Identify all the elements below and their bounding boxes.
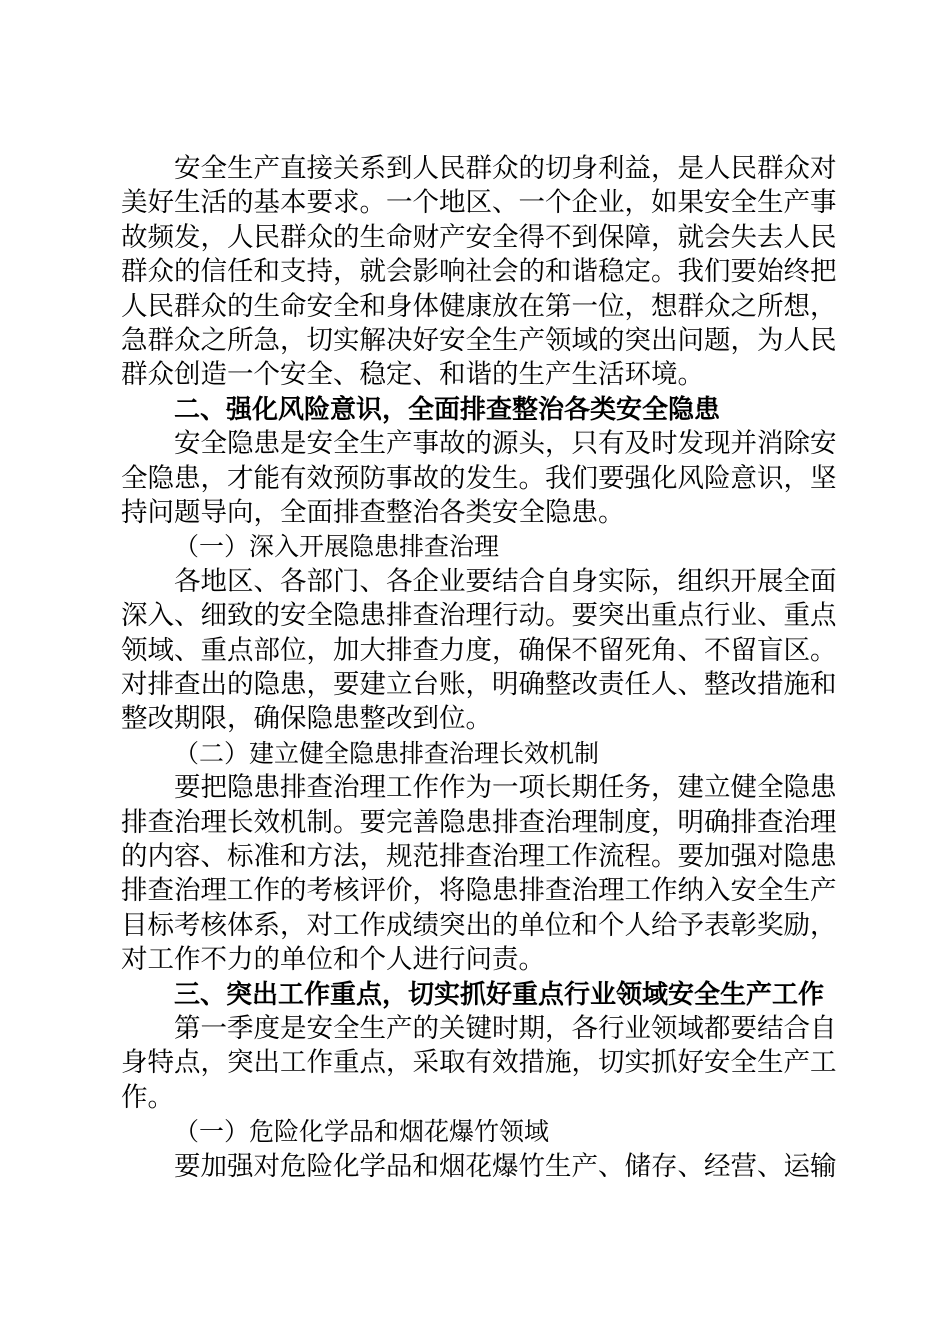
body-text-line: 身特点，突出工作重点，采取有效措施，切实抓好安全生产工 (121, 1047, 837, 1079)
body-text-line: 作。 (121, 1081, 174, 1113)
subsection-heading: （二）建立健全隐患排查治理长效机制 (174, 738, 600, 768)
body-text-line: 各地区、各部门、各企业要结合自身实际，组织开展全面 (174, 565, 837, 597)
body-text-line: 安全生产直接关系到人民群众的切身利益，是人民群众对 (174, 153, 837, 184)
body-text-line: 人民群众的生命安全和身体健康放在第一位，想群众之所想， (121, 290, 837, 322)
body-text-line: 全隐患，才能有效预防事故的发生。我们要强化风险意识，坚 (121, 462, 837, 494)
body-text-line: 目标考核体系，对工作成绩突出的单位和个人给予表彰奖励， (121, 909, 837, 941)
body-text-line: 群众的信任和支持，就会影响社会的和谐稳定。我们要始终把 (121, 256, 837, 288)
body-text-line: 美好生活的基本要求。一个地区、一个企业，如果安全生产事 (121, 187, 837, 219)
subsection-heading: （一）危险化学品和烟花爆竹领域 (174, 1117, 550, 1147)
body-text-line: 要加强对危险化学品和烟花爆竹生产、储存、经营、运输 (174, 1150, 837, 1182)
section-heading: 二、强化风险意识，全面排查整治各类安全隐患 (174, 394, 721, 425)
body-text-line: 对工作不力的单位和个人进行问责。 (121, 944, 545, 976)
body-text-line: 整改期限，确保隐患整改到位。 (121, 703, 492, 735)
body-text-line: 深入、细致的安全隐患排查治理行动。要突出重点行业、重点 (121, 600, 837, 632)
body-text-line: 的内容、标准和方法，规范排查治理工作流程。要加强对隐患 (121, 841, 837, 872)
body-text-line: 排查治理长效机制。要完善隐患排查治理制度，明确排查治理 (121, 806, 837, 838)
body-text-line: 群众创造一个安全、稳定、和谐的生产生活环境。 (121, 359, 704, 391)
body-text-line: 对排查出的隐患，要建立台账，明确整改责任人、整改措施和 (121, 669, 837, 700)
body-text-line: 领域、重点部位，加大排查力度，确保不留死角、不留盲区。 (121, 634, 837, 666)
section-heading: 三、突出工作重点，切实抓好重点行业领域安全生产工作 (174, 979, 825, 1010)
body-text-line: 持问题导向，全面排查整治各类安全隐患。 (121, 497, 625, 528)
body-text-line: 安全隐患是安全生产事故的源头，只有及时发现并消除安 (174, 428, 837, 460)
body-text-line: 排查治理工作的考核评价，将隐患排查治理工作纳入安全生产 (121, 875, 837, 907)
body-text-line: 故频发，人民群众的生命财产安全得不到保障，就会失去人民 (121, 221, 837, 253)
body-text-line: 要把隐患排查治理工作作为一项长期任务，建立健全隐患 (174, 772, 837, 804)
body-text-line: 急群众之所急，切实解决好安全生产领域的突出问题，为人民 (121, 325, 837, 356)
body-text-line: 第一季度是安全生产的关键时期，各行业领域都要结合自 (174, 1013, 837, 1044)
subsection-heading: （一）深入开展隐患排查治理 (174, 532, 500, 562)
